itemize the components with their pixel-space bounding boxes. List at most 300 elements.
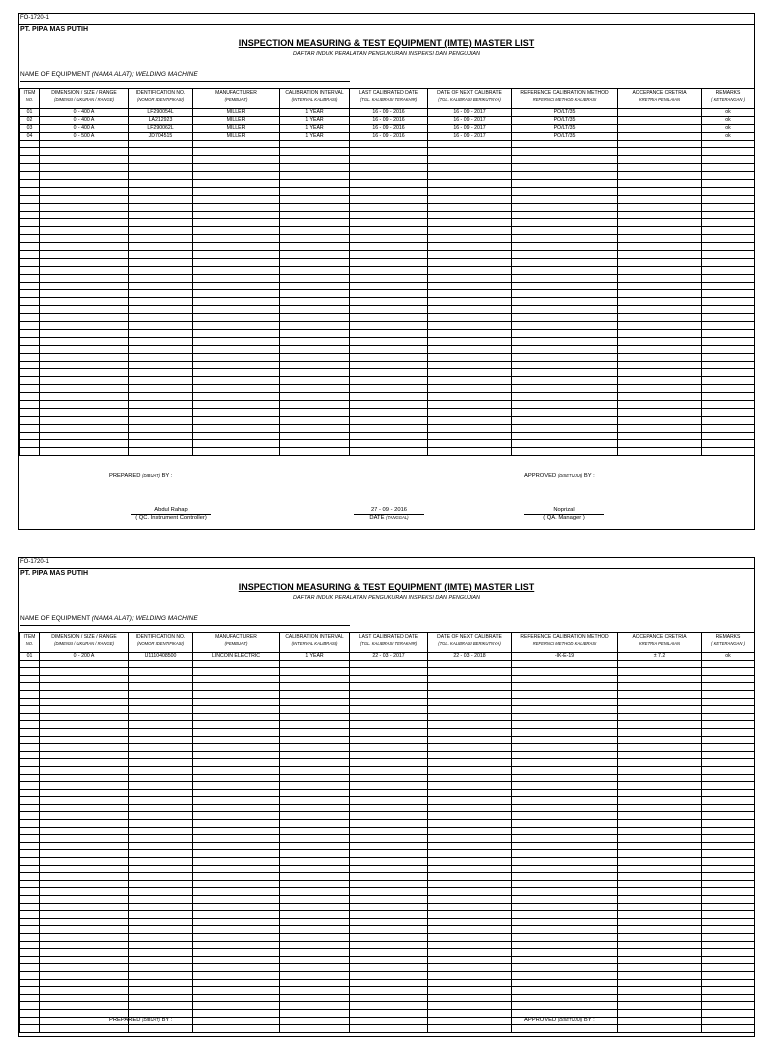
table-cell bbox=[702, 979, 755, 987]
table-row bbox=[20, 926, 755, 934]
table-row bbox=[20, 424, 755, 432]
table-cell: 0 - 400 A bbox=[40, 124, 129, 132]
table-cell bbox=[702, 377, 755, 385]
table-cell bbox=[193, 789, 280, 797]
approved-by-label: APPROVED (DISETUJUI) BY : bbox=[524, 473, 595, 479]
table-cell bbox=[512, 675, 618, 683]
table-cell bbox=[618, 251, 702, 259]
table-cell bbox=[702, 1025, 755, 1033]
table-cell bbox=[129, 211, 193, 219]
table-cell bbox=[129, 698, 193, 706]
preparer-name: Abdul Rahap bbox=[154, 507, 188, 513]
table-cell bbox=[20, 156, 40, 164]
table-cell bbox=[40, 172, 129, 180]
table-cell bbox=[350, 266, 428, 274]
table-cell bbox=[512, 369, 618, 377]
table-cell bbox=[512, 812, 618, 820]
table-cell bbox=[280, 918, 350, 926]
table-cell bbox=[702, 835, 755, 843]
table-cell bbox=[40, 933, 129, 941]
table-cell bbox=[129, 266, 193, 274]
table-cell bbox=[20, 933, 40, 941]
table-cell bbox=[280, 850, 350, 858]
table-cell bbox=[20, 926, 40, 934]
table-cell bbox=[350, 675, 428, 683]
table-cell bbox=[193, 994, 280, 1002]
table-cell bbox=[702, 683, 755, 691]
table-cell bbox=[618, 949, 702, 957]
table-cell bbox=[618, 911, 702, 919]
table-cell bbox=[702, 148, 755, 156]
table-cell bbox=[350, 789, 428, 797]
table-cell bbox=[512, 858, 618, 866]
table-cell bbox=[280, 400, 350, 408]
table-cell bbox=[40, 774, 129, 782]
table-cell bbox=[20, 1002, 40, 1010]
table-cell bbox=[280, 675, 350, 683]
table-cell bbox=[428, 156, 512, 164]
table-cell bbox=[20, 721, 40, 729]
table-cell bbox=[193, 774, 280, 782]
table-cell bbox=[40, 211, 129, 219]
column-header-label: DATE OF NEXT CALIBRATE bbox=[437, 634, 502, 640]
table-row bbox=[20, 400, 755, 408]
table-cell bbox=[280, 274, 350, 282]
table-cell bbox=[193, 274, 280, 282]
table-cell bbox=[702, 706, 755, 714]
table-cell bbox=[618, 140, 702, 148]
column-header-sublabel: ( KETERANGAN ) bbox=[711, 641, 745, 646]
table-cell bbox=[618, 820, 702, 828]
table-cell bbox=[428, 896, 512, 904]
form-code: FO-1720-1 bbox=[20, 559, 50, 565]
table-row bbox=[20, 416, 755, 424]
table-cell: 01 bbox=[20, 109, 40, 117]
table-cell bbox=[350, 812, 428, 820]
table-row bbox=[20, 774, 755, 782]
column-header-sublabel: REFERNCI METHOD KALIBRASI bbox=[532, 641, 597, 646]
table-cell bbox=[428, 227, 512, 235]
table-cell bbox=[20, 1009, 40, 1017]
table-cell bbox=[618, 782, 702, 790]
table-cell bbox=[702, 721, 755, 729]
table-cell bbox=[350, 744, 428, 752]
table-cell bbox=[618, 124, 702, 132]
table-cell bbox=[280, 660, 350, 668]
table-cell bbox=[40, 736, 129, 744]
table-cell bbox=[618, 416, 702, 424]
table-cell bbox=[512, 797, 618, 805]
table-cell bbox=[350, 979, 428, 987]
table-cell bbox=[428, 964, 512, 972]
table-cell bbox=[193, 971, 280, 979]
table-cell bbox=[618, 690, 702, 698]
table-cell bbox=[193, 448, 280, 456]
table-cell bbox=[193, 266, 280, 274]
table-cell bbox=[40, 827, 129, 835]
table-cell bbox=[512, 971, 618, 979]
table-row bbox=[20, 850, 755, 858]
table-cell bbox=[193, 766, 280, 774]
table-cell bbox=[428, 941, 512, 949]
table-cell bbox=[40, 416, 129, 424]
table-cell: 1 YEAR bbox=[280, 109, 350, 117]
table-cell bbox=[20, 766, 40, 774]
table-cell bbox=[129, 994, 193, 1002]
table-cell bbox=[350, 251, 428, 259]
table-cell bbox=[129, 180, 193, 188]
table-cell bbox=[428, 337, 512, 345]
column-header-label: IDENTIFICATION NO. bbox=[135, 90, 186, 96]
table-row bbox=[20, 751, 755, 759]
table-cell bbox=[280, 842, 350, 850]
table-cell bbox=[428, 314, 512, 322]
table-cell bbox=[702, 385, 755, 393]
table-cell bbox=[280, 377, 350, 385]
table-cell: 1 YEAR bbox=[280, 124, 350, 132]
table-cell bbox=[350, 1025, 428, 1033]
table-cell bbox=[512, 690, 618, 698]
table-cell bbox=[129, 203, 193, 211]
table-cell bbox=[40, 858, 129, 866]
table-cell bbox=[702, 400, 755, 408]
table-cell bbox=[129, 949, 193, 957]
table-cell bbox=[20, 353, 40, 361]
table-cell bbox=[20, 949, 40, 957]
equipment-table bbox=[19, 632, 755, 1033]
table-cell bbox=[129, 314, 193, 322]
table-cell bbox=[350, 956, 428, 964]
table-cell: LINCOIN ELECTRIC bbox=[193, 653, 280, 661]
table-cell bbox=[40, 721, 129, 729]
column-header-sublabel: (TGL. KALIBRASI BERIKUTNYA) bbox=[438, 97, 501, 102]
table-cell bbox=[428, 408, 512, 416]
table-cell bbox=[20, 337, 40, 345]
table-cell bbox=[702, 266, 755, 274]
table-cell bbox=[20, 736, 40, 744]
table-row bbox=[20, 736, 755, 744]
table-cell bbox=[129, 941, 193, 949]
table-row bbox=[20, 789, 755, 797]
table-cell bbox=[618, 298, 702, 306]
table-cell bbox=[428, 713, 512, 721]
table-cell bbox=[20, 172, 40, 180]
table-cell bbox=[512, 385, 618, 393]
table-cell bbox=[618, 393, 702, 401]
table-cell bbox=[512, 941, 618, 949]
table-cell bbox=[512, 804, 618, 812]
divider bbox=[19, 24, 754, 25]
table-cell bbox=[129, 156, 193, 164]
table-row bbox=[20, 759, 755, 767]
table-cell bbox=[428, 660, 512, 668]
column-header bbox=[618, 633, 702, 653]
table-cell bbox=[193, 964, 280, 972]
table-cell bbox=[20, 251, 40, 259]
table-cell: 1 YEAR bbox=[280, 132, 350, 140]
column-header-label: CALIBRATION INTERVAL bbox=[285, 634, 344, 640]
table-cell bbox=[129, 827, 193, 835]
table-cell bbox=[193, 880, 280, 888]
table-cell bbox=[40, 903, 129, 911]
table-cell bbox=[350, 918, 428, 926]
table-cell bbox=[702, 736, 755, 744]
table-cell bbox=[129, 432, 193, 440]
table-cell bbox=[40, 835, 129, 843]
table-cell bbox=[702, 789, 755, 797]
table-cell bbox=[20, 377, 40, 385]
table-cell bbox=[193, 804, 280, 812]
table-row bbox=[20, 812, 755, 820]
table-cell bbox=[280, 180, 350, 188]
table-cell: U1110408500 bbox=[129, 653, 193, 661]
table-cell bbox=[193, 721, 280, 729]
table-cell bbox=[20, 842, 40, 850]
table-cell: ok bbox=[702, 132, 755, 140]
table-cell bbox=[40, 820, 129, 828]
table-cell bbox=[428, 789, 512, 797]
table-cell bbox=[618, 979, 702, 987]
table-cell bbox=[40, 251, 129, 259]
table-cell bbox=[618, 235, 702, 243]
table-row bbox=[20, 971, 755, 979]
table-cell bbox=[20, 964, 40, 972]
table-cell bbox=[40, 690, 129, 698]
table-cell bbox=[280, 266, 350, 274]
table-row bbox=[20, 873, 755, 881]
column-header-sublabel: (DIMENSI / UKURAN / RANGE) bbox=[54, 641, 114, 646]
table-cell bbox=[350, 850, 428, 858]
table-cell bbox=[702, 782, 755, 790]
table-cell bbox=[350, 933, 428, 941]
table-cell bbox=[20, 880, 40, 888]
table-cell bbox=[20, 987, 40, 995]
table-cell bbox=[428, 706, 512, 714]
table-cell bbox=[618, 888, 702, 896]
table-cell bbox=[618, 377, 702, 385]
table-row bbox=[20, 266, 755, 274]
table-row bbox=[20, 132, 755, 140]
table-cell bbox=[129, 987, 193, 995]
table-cell bbox=[129, 782, 193, 790]
table-cell bbox=[618, 195, 702, 203]
table-cell bbox=[512, 759, 618, 767]
table-cell bbox=[40, 789, 129, 797]
table-cell bbox=[512, 148, 618, 156]
table-cell bbox=[350, 971, 428, 979]
table-cell bbox=[702, 873, 755, 881]
table-cell bbox=[280, 873, 350, 881]
table-cell bbox=[129, 675, 193, 683]
table-cell bbox=[618, 1009, 702, 1017]
column-header-label: LAST CALIBRATED DATE bbox=[358, 634, 419, 640]
table-cell bbox=[512, 835, 618, 843]
table-cell bbox=[512, 873, 618, 881]
table-cell bbox=[20, 227, 40, 235]
table-cell bbox=[428, 393, 512, 401]
table-cell bbox=[280, 235, 350, 243]
table-cell bbox=[512, 933, 618, 941]
table-cell bbox=[193, 337, 280, 345]
table-cell bbox=[280, 964, 350, 972]
table-cell bbox=[20, 416, 40, 424]
table-cell bbox=[280, 148, 350, 156]
table-cell: 1 YEAR bbox=[280, 653, 350, 661]
table-cell bbox=[40, 706, 129, 714]
table-cell bbox=[512, 424, 618, 432]
table-cell bbox=[280, 385, 350, 393]
table-cell bbox=[193, 164, 280, 172]
table-cell bbox=[129, 345, 193, 353]
table-cell bbox=[129, 804, 193, 812]
table-cell bbox=[350, 888, 428, 896]
table-cell bbox=[193, 744, 280, 752]
table-cell bbox=[512, 782, 618, 790]
table-cell bbox=[40, 432, 129, 440]
table-cell bbox=[193, 1002, 280, 1010]
table-cell bbox=[702, 1017, 755, 1025]
table-cell bbox=[129, 227, 193, 235]
table-cell bbox=[618, 211, 702, 219]
table-cell bbox=[280, 804, 350, 812]
table-cell bbox=[40, 979, 129, 987]
table-cell bbox=[20, 751, 40, 759]
table-cell bbox=[512, 227, 618, 235]
table-cell bbox=[280, 774, 350, 782]
document-title: INSPECTION MEASURING & TEST EQUIPMENT (IMTE) MASTER LIST bbox=[238, 582, 535, 592]
table-cell bbox=[280, 306, 350, 314]
table-cell bbox=[702, 1002, 755, 1010]
table-cell bbox=[40, 361, 129, 369]
column-header bbox=[350, 89, 428, 109]
table-cell bbox=[193, 258, 280, 266]
table-cell bbox=[512, 774, 618, 782]
table-cell bbox=[428, 933, 512, 941]
table-row bbox=[20, 911, 755, 919]
table-cell bbox=[702, 156, 755, 164]
table-cell bbox=[20, 1025, 40, 1033]
table-cell bbox=[618, 751, 702, 759]
table-cell bbox=[618, 432, 702, 440]
table-cell bbox=[428, 858, 512, 866]
table-cell bbox=[40, 1025, 129, 1033]
column-header-label: MANUFACTURER bbox=[215, 90, 257, 96]
table-cell bbox=[129, 148, 193, 156]
table-cell bbox=[20, 668, 40, 676]
table-cell bbox=[20, 306, 40, 314]
table-cell bbox=[618, 789, 702, 797]
table-cell bbox=[193, 298, 280, 306]
table-cell bbox=[280, 782, 350, 790]
table-cell bbox=[350, 1002, 428, 1010]
table-cell bbox=[280, 1017, 350, 1025]
table-cell bbox=[20, 782, 40, 790]
table-cell bbox=[129, 1025, 193, 1033]
table-cell bbox=[428, 759, 512, 767]
table-cell bbox=[702, 774, 755, 782]
table-cell bbox=[350, 424, 428, 432]
table-row bbox=[20, 251, 755, 259]
table-cell bbox=[618, 172, 702, 180]
table-cell bbox=[428, 873, 512, 881]
table-cell bbox=[40, 393, 129, 401]
approved-by-label: APPROVED (DISETUJUI) BY : bbox=[524, 1017, 595, 1023]
table-cell bbox=[428, 306, 512, 314]
table-cell bbox=[40, 987, 129, 995]
table-cell bbox=[428, 385, 512, 393]
table-cell bbox=[129, 195, 193, 203]
table-cell: PO/LT/35 bbox=[512, 116, 618, 124]
table-cell bbox=[618, 721, 702, 729]
table-cell bbox=[428, 865, 512, 873]
table-cell bbox=[702, 744, 755, 752]
table-row bbox=[20, 180, 755, 188]
table-cell bbox=[428, 266, 512, 274]
table-cell bbox=[702, 187, 755, 195]
table-cell bbox=[350, 187, 428, 195]
table-row bbox=[20, 314, 755, 322]
table-cell bbox=[20, 994, 40, 1002]
table-cell bbox=[20, 345, 40, 353]
table-cell bbox=[40, 298, 129, 306]
table-cell bbox=[129, 243, 193, 251]
table-cell bbox=[40, 448, 129, 456]
table-cell bbox=[512, 820, 618, 828]
table-cell bbox=[702, 180, 755, 188]
table-cell bbox=[618, 994, 702, 1002]
table-cell bbox=[702, 416, 755, 424]
table-cell bbox=[280, 195, 350, 203]
table-cell bbox=[193, 858, 280, 866]
table-cell bbox=[350, 820, 428, 828]
table-cell bbox=[40, 377, 129, 385]
table-cell bbox=[129, 164, 193, 172]
table-cell bbox=[129, 235, 193, 243]
table-cell bbox=[350, 994, 428, 1002]
table-cell bbox=[428, 424, 512, 432]
column-header-sublabel: NO. bbox=[25, 641, 34, 646]
table-cell bbox=[193, 820, 280, 828]
table-cell bbox=[702, 314, 755, 322]
table-cell bbox=[129, 408, 193, 416]
table-cell bbox=[350, 842, 428, 850]
table-cell bbox=[350, 873, 428, 881]
table-cell bbox=[618, 116, 702, 124]
table-cell bbox=[350, 274, 428, 282]
table-row bbox=[20, 804, 755, 812]
table-cell bbox=[280, 353, 350, 361]
table-row bbox=[20, 668, 755, 676]
table-cell bbox=[512, 164, 618, 172]
table-cell bbox=[129, 903, 193, 911]
table-cell bbox=[40, 258, 129, 266]
table-row bbox=[20, 744, 755, 752]
table-cell bbox=[40, 235, 129, 243]
table-cell bbox=[20, 408, 40, 416]
table-cell bbox=[702, 896, 755, 904]
table-cell bbox=[702, 926, 755, 934]
column-header bbox=[512, 633, 618, 653]
table-row bbox=[20, 675, 755, 683]
table-cell bbox=[193, 416, 280, 424]
table-row bbox=[20, 987, 755, 995]
table-cell bbox=[280, 361, 350, 369]
approver-role: ( QA. Manager ) bbox=[543, 515, 585, 521]
column-header bbox=[702, 633, 755, 653]
table-cell bbox=[428, 140, 512, 148]
column-header-label: ACCEPANCE CRETRIA bbox=[632, 90, 687, 96]
table-cell bbox=[40, 956, 129, 964]
